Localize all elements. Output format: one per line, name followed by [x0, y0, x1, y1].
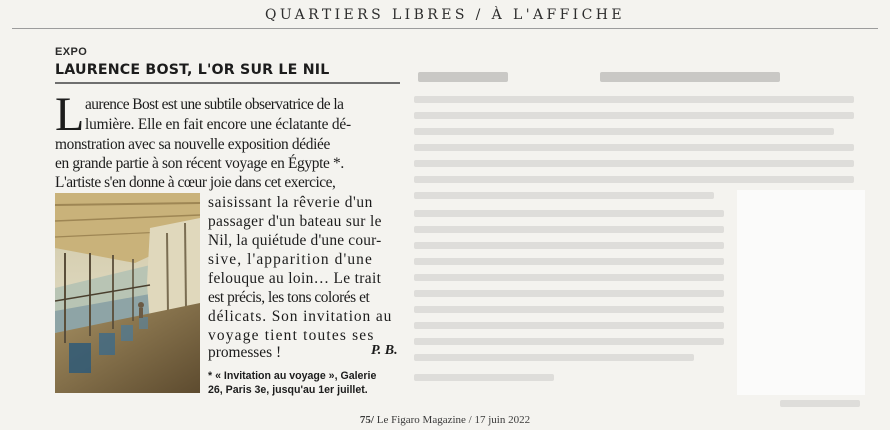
body-line: en grande partie à son récent voyage en Égypte *. — [55, 155, 344, 172]
blank-patch — [737, 190, 865, 395]
body-line: lumière. Elle en fait encore une éclatante dé- — [85, 116, 351, 133]
publication-info: Le Figaro Magazine / 17 juin 2022 — [373, 414, 531, 426]
section-header-title: QUARTIERS LIBRES / À L'AFFICHE — [265, 7, 625, 23]
article-signature: P. B. — [371, 343, 398, 358]
artwork-image — [55, 193, 200, 393]
footnote-line: 26, Paris 3e, jusqu'au 1er juillet. — [208, 383, 368, 396]
body-line: promesses ! — [208, 344, 282, 361]
body-line: monstration avec sa nouvelle exposition dédiée — [55, 136, 330, 153]
footnote — [208, 370, 408, 397]
body-line: est précis, les tons colorés et — [208, 289, 370, 306]
body-line: délicats. Son invitation au — [208, 308, 393, 325]
body-line: L'artiste s'en donne à cœur joie dans cet exercice, — [55, 174, 336, 191]
body-line: Nil, la quiétude d'une cour- — [208, 232, 382, 249]
footnote-line: * « Invitation au voyage », Galerie — [208, 370, 377, 382]
body-line: saisissant la rêverie d'un — [208, 194, 373, 211]
drop-cap: L — [55, 88, 85, 141]
body-line: sive, l'apparition d'une — [208, 251, 373, 268]
body-line: voyage tient toutes ses — [208, 327, 375, 344]
article-rubric: EXPO — [55, 46, 88, 58]
body-line: aurence Bost est une subtile observatrice de la — [85, 96, 344, 113]
page-footer — [0, 414, 890, 426]
body-line: passager d'un bateau sur le — [208, 213, 382, 230]
article-title: LAURENCE BOST, L'OR SUR LE NIL — [55, 62, 400, 84]
page-number: 75/ — [359, 414, 374, 426]
section-header — [12, 0, 878, 29]
body-line: felouque au loin… Le trait — [208, 270, 382, 287]
